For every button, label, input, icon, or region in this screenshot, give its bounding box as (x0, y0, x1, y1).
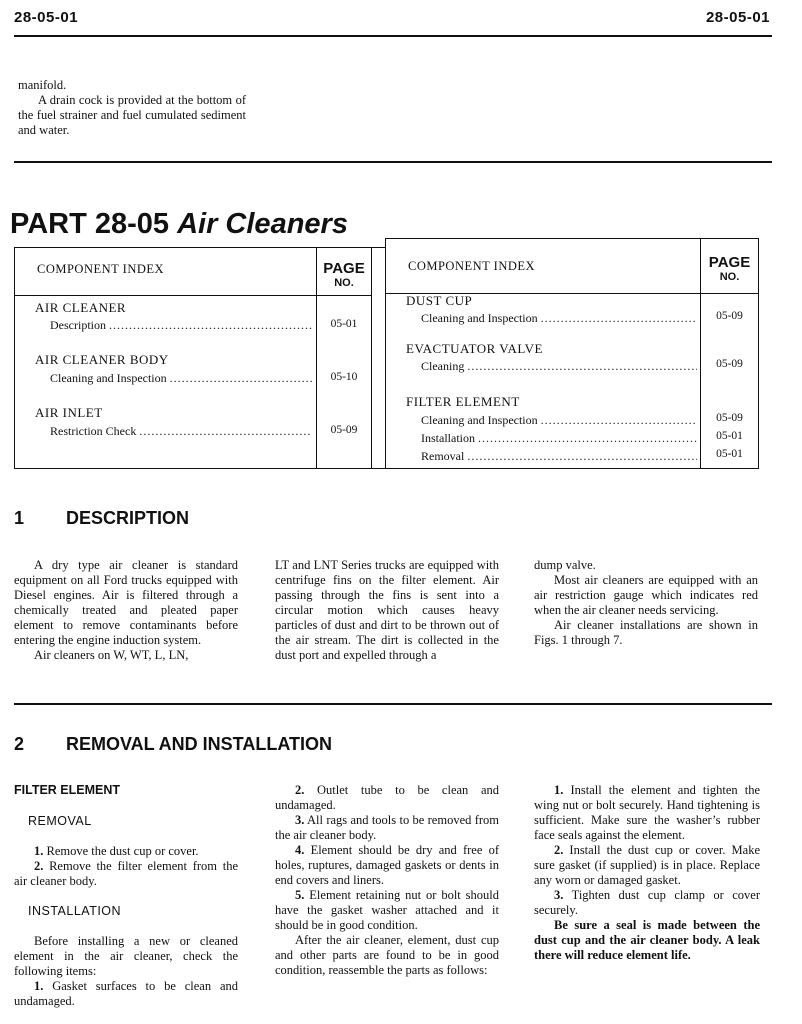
step-number: 3. (295, 813, 305, 827)
step-text: Install the dust cup or cover. Make sure gasket (if supplied) is in place. Replace any worn or damaged gasket. (534, 843, 761, 887)
step-text: Remove the filter element from the air cleaner body. (14, 859, 238, 888)
index-item-cleaning-inspection[interactable] (421, 311, 697, 326)
step-number: 1. (34, 979, 44, 993)
index-item-page: 05-09 (716, 358, 743, 370)
index-group-filter-element: FILTER ELEMENT (406, 394, 520, 409)
page-number-left: 28-05-01 (14, 9, 79, 26)
leader-dots (109, 318, 312, 333)
index-item-removal[interactable] (421, 449, 697, 464)
part-title (10, 208, 348, 241)
section-number: 2 (14, 734, 25, 754)
page-header-label: PAGE (323, 260, 365, 277)
index-item-label: Description (50, 318, 106, 332)
step-text: Outlet tube to be clean and undamaged. (275, 783, 500, 812)
index-item-label: Cleaning and Inspection (50, 371, 167, 385)
index-item-restriction-check[interactable] (50, 424, 312, 439)
index-group-air-inlet: AIR INLET (35, 405, 103, 420)
index-group-air-cleaner-body: AIR CLEANER BODY (35, 352, 169, 367)
install-step-3 (534, 888, 760, 918)
section-2-title (14, 734, 332, 755)
component-index-header: COMPONENT INDEX (408, 259, 536, 273)
install-step-2 (534, 843, 760, 888)
index-item-cleaning-inspection[interactable] (50, 371, 312, 386)
carry-over-line: manifold. (18, 78, 67, 92)
step-text: Element should be dry and free of holes, ruptures, damaged gaskets or dents in end covers and liners. (275, 843, 499, 887)
part-number: PART 28-05 (10, 208, 170, 240)
description-column-2 (275, 558, 499, 663)
index-item-page: 05-01 (716, 448, 743, 460)
leader-dots (467, 449, 697, 464)
leader-dots (467, 359, 697, 374)
index-item-cleaning-inspection[interactable] (421, 413, 697, 428)
leader-dots (478, 431, 697, 446)
paragraph: Air cleaner installations are shown in Figs. 1 through 7. (534, 618, 758, 647)
removal-column-2 (275, 783, 499, 978)
check-item-1 (14, 979, 238, 1009)
step-text: Remove the dust cup or cover. (46, 844, 199, 858)
description-column-3 (534, 558, 758, 648)
section-title-text: DESCRIPTION (66, 508, 190, 528)
removal-step-1 (14, 844, 238, 859)
component-index-left (14, 247, 372, 469)
install-step-1 (534, 783, 760, 843)
paragraph: dump valve. (534, 558, 596, 572)
index-item-page: 05-09 (716, 310, 743, 322)
index-item-page: 05-09 (330, 424, 358, 436)
index-item-label: Cleaning and Inspection (421, 413, 538, 427)
leader-dots (139, 424, 312, 439)
check-item-4 (275, 843, 499, 888)
index-group-dust-cup: DUST CUP (406, 293, 473, 308)
step-number: 3. (554, 888, 564, 902)
step-number: 4. (295, 843, 305, 857)
index-item-label: Installation (421, 431, 475, 445)
step-number: 5. (295, 888, 305, 902)
step-text: Gasket surfaces to be clean and undamaged. (14, 979, 238, 1008)
page-number-right: 28-05-01 (705, 9, 770, 26)
check-item-5 (275, 888, 499, 933)
page-no-header (700, 255, 759, 285)
index-item-cleaning[interactable] (421, 359, 697, 374)
index-item-description[interactable] (50, 318, 312, 333)
subhead-removal: REMOVAL (28, 814, 92, 828)
part-name: Air Cleaners (177, 208, 348, 240)
paragraph: Air cleaners on W, WT, L, LN, (34, 648, 189, 662)
removal-column-1 (14, 783, 238, 1009)
section-1-title (14, 508, 189, 529)
index-item-installation[interactable] (421, 431, 697, 446)
no-header-label: NO. (334, 277, 354, 289)
paragraph: Most air cleaners are equipped with an air restriction gauge which indicates red when the air cleaner needs servicing. (534, 573, 758, 617)
check-item-2 (275, 783, 499, 813)
index-item-page: 05-09 (716, 412, 743, 424)
step-number: 2. (34, 859, 44, 873)
section-rule-middle (14, 703, 772, 705)
index-gutter (372, 247, 385, 469)
check-item-3 (275, 813, 499, 843)
step-text: Install the element and tighten the wing nut or bolt securely. Hand tightening is sufficient. Make sure the washer’s rubber face seals against the element. (534, 783, 760, 842)
page-no-header (316, 261, 372, 291)
component-index-header: COMPONENT INDEX (37, 262, 165, 276)
step-text: All rags and tools to be removed from the air cleaner body. (275, 813, 499, 842)
index-item-label: Cleaning (421, 359, 465, 373)
step-number: 1. (554, 783, 564, 797)
leader-dots (170, 371, 312, 386)
header-rule (14, 35, 772, 37)
removal-step-2 (14, 859, 238, 889)
no-header-label: NO. (719, 271, 740, 283)
step-text: Element retaining nut or bolt should have the gasket washer attached and it should be in good condition. (275, 888, 500, 932)
index-group-evactuator-valve: EVACTUATOR VALVE (406, 341, 543, 356)
step-number: 2. (295, 783, 305, 797)
index-item-page: 05-01 (716, 430, 743, 442)
description-column-1 (14, 558, 238, 663)
index-item-page: 05-10 (330, 371, 358, 383)
leader-dots (541, 311, 697, 326)
subhead-installation: INSTALLATION (28, 904, 122, 918)
carry-over-paragraph: A drain cock is provided at the bottom of the fuel strainer and fuel cumulated sediment and water. (18, 93, 246, 137)
warning-note: Be sure a seal is made between the dust cup and the air cleaner body. A leak there will reduce element life. (534, 918, 760, 962)
section-rule-top (14, 161, 772, 163)
section-title-text: REMOVAL AND INSTALLATION (66, 734, 332, 754)
carry-over-text (18, 78, 246, 138)
page-header-label: PAGE (708, 254, 751, 271)
index-group-air-cleaner: AIR CLEANER (35, 300, 127, 315)
paragraph: LT and LNT Series trucks are equipped with centrifuge fins on the filter element. Air passing through the fins is sent into a circular motion which causes heavy particles of dust and dirt to be thrown out of the air stream. The dirt is collected in the dust port and expelled through a (275, 558, 499, 662)
leader-dots (541, 413, 697, 428)
paragraph: A dry type air cleaner is standard equipment on all Ford trucks equipped with Diesel engines. Air is filtered through a chemically treated and pleated paper element to remove contaminants before entering the engine induction system. (14, 558, 238, 647)
component-index-right (385, 238, 759, 469)
section-number: 1 (14, 508, 25, 528)
reassemble-paragraph: After the air cleaner, element, dust cup and other parts are found to be in good condition, reassemble the parts as follows: (275, 933, 499, 977)
index-item-label: Removal (421, 449, 465, 463)
index-item-label: Restriction Check (50, 424, 137, 438)
index-item-label: Cleaning and Inspection (421, 311, 538, 325)
installation-intro: Before installing a new or cleaned element in the air cleaner, check the following items: (14, 934, 238, 978)
step-text: Tighten dust cup clamp or cover securely. (534, 888, 760, 917)
removal-column-3 (534, 783, 760, 963)
subhead-filter-element: FILTER ELEMENT (14, 783, 121, 797)
index-item-page: 05-01 (330, 318, 358, 330)
step-number: 1. (34, 844, 44, 858)
step-number: 2. (554, 843, 564, 857)
